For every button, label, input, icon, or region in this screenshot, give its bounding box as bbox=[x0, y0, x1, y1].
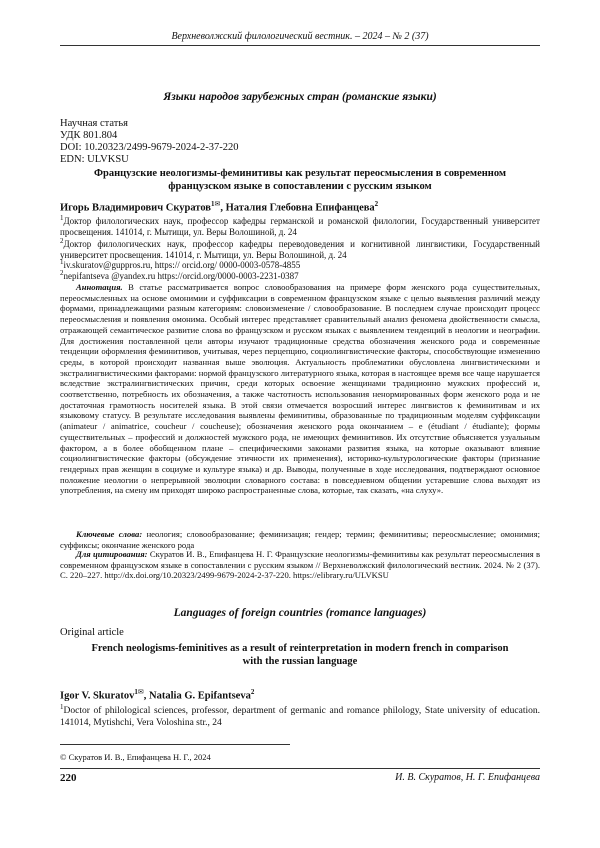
author-sup: 1✉ bbox=[210, 200, 221, 208]
footer-divider bbox=[60, 768, 540, 769]
author-sup: 2 bbox=[374, 200, 379, 208]
envelope-icon: ✉ bbox=[214, 200, 221, 208]
citation-text: Скуратов И. В., Епифанцева Н. Г. Французские неологизмы-феминитивы как результат переосмысления в современном французском языке в сопоставлении с русским языком // Верхневолжский филологический вестник. 2024. № 2 (37). С. 220–227. http://dx.doi.org/10.20323/2499-9679-2024-2-37-220. https://elibrary.ru/ULVKSU bbox=[60, 549, 541, 581]
email-1[interactable]: $^1$iv.skuratov@guppros.ru, https:// orcid.org/ 0000-0003-0578-4855 bbox=[60, 258, 301, 270]
section-title-en: Languages of foreign countries (romance languages) bbox=[173, 607, 427, 619]
article-title-ru bbox=[80, 168, 520, 193]
keywords-ru bbox=[60, 529, 540, 550]
article-type-en: Original article bbox=[60, 627, 124, 638]
article-title-ru-line2: французском языке в сопоставлении с русским языком bbox=[168, 180, 432, 192]
affiliation-1-en: $^1$Doctor of philological sciences, professor, department of germanic and romance philology, State university of education. 141014, Mytishchi, Vera Voloshina str., 24 bbox=[60, 703, 540, 728]
article-title-en-line2: with the russian language bbox=[242, 655, 358, 667]
article-title-en-line1: French neologisms-feminitives as a result of reinterpretation in modern french in comparison bbox=[91, 643, 509, 654]
affiliation-1-ru: $^1$Доктор филологических наук, профессор кафедры германской и романской филологии, Государственный университет просвещения. 141014, г. Мытищи, ул. Веры Волошиной, д. 24 bbox=[60, 214, 540, 237]
author-name: Igor V. Skuratov bbox=[60, 690, 135, 702]
author-name: Игорь Владимирович Скуратов bbox=[60, 202, 211, 214]
article-type-ru: Научная статья bbox=[60, 118, 128, 129]
authors-en: Igor V. Skuratov$^{1✉}$, Natalia G. Epifantseva$^2$ bbox=[60, 688, 255, 702]
edn: EDN: ULVKSU bbox=[60, 154, 129, 165]
abstract-ru bbox=[60, 282, 540, 496]
affiliation-2-ru: $^2$Доктор филологических наук, профессор кафедры переводоведения и когнитивной лингвистики, Государственный университет просвещения. 141014, г. Мытищи, ул. Веры Волошиной, д. 24 bbox=[60, 237, 540, 260]
copyright: © Скуратов И. В., Епифанцева Н. Г., 2024 bbox=[60, 752, 211, 762]
keywords-text: неология; словообразование; феминизация; гендер; термин; феминитивы; переосмысление; омонимия; суффиксы; окончание женского рода bbox=[60, 529, 540, 550]
udc: УДК 801.804 bbox=[60, 130, 118, 141]
section-title-ru: Языки народов зарубежных стран (романские языки) bbox=[163, 91, 437, 103]
authors-ru: Игорь Владимирович Скуратов$^{1✉}$, Наталия Глебовна Епифанцева$^2$ bbox=[60, 200, 379, 214]
citation-label: Для цитирования: bbox=[76, 549, 148, 559]
doi: DOI: 10.20323/2499-9679-2024-2-37-220 bbox=[60, 142, 239, 153]
citation-ru bbox=[60, 549, 540, 581]
running-head: И. В. Скуратов, Н. Г. Епифанцева bbox=[395, 772, 540, 783]
author-sup: 1✉ bbox=[134, 688, 144, 696]
keywords-label: Ключевые слова: bbox=[76, 529, 143, 539]
journal-header: Верхневолжский филологический вестник. – 2024 – № 2 (37) bbox=[171, 31, 429, 42]
email-2[interactable]: $^2$nepifantseva @yandex.ru https://orcid.org/0000-0003-2231-0387 bbox=[60, 269, 299, 281]
envelope-icon: ✉ bbox=[137, 688, 144, 696]
author-sup: 2 bbox=[250, 688, 255, 696]
article-title-en bbox=[80, 643, 520, 668]
page-number: 220 bbox=[60, 772, 77, 784]
article-title-ru-line1: Французские неологизмы-феминитивы как результат переосмысления в современном bbox=[93, 168, 507, 179]
author-name: Natalia G. Epifantseva bbox=[149, 690, 251, 702]
footnote-divider bbox=[60, 744, 290, 745]
author-name: Наталия Глебовна Епифанцева bbox=[225, 202, 375, 214]
abstract-label: Аннотация. bbox=[76, 282, 123, 292]
header-divider bbox=[60, 45, 540, 46]
abstract-text: В статье рассматривается вопрос словообразования на примере форм женского рода существительных, переосмысленных на основе омонимии и суффиксации в современном французском языке с целью выявления различий между формами, принадлежащими разным категориям: словоизменение / словообразование. В последнем случае происходит процесс переосмысления и появления омонима. Особый интерес представляет сравнительный анализ феномена двойственности смысла, отражающей семантическое развитие слова во французском и русском языках с выявлением тенденций в неологии и неографии. Для достижения поставленной цели авторы изучают традиционные средства обозначения женского рода и современные тенденции оформления феминитивов, учитывая, через перцепцию, социолингвистические факторы, способствующие изменению среды, в которой происходит названная выше эволюция. Актуальность проблематики обусловлена лингвистическими и экстралингвистическими факторами: нормой французского литературного языка, которая в настоящее время все чаще нарушается вследствие экстралингвистических причин, среди которых освоение женщинами традиционно мужских профессий и, соответственно, потребность их обозначения, а также частотность использования ненормированных форм женского рода и не достаточная грамотность носителей языка. В этой связи отмечается возросший интерес лингвистов к феминитивам и их языковому статусу. В результате исследования выявлены феминитивы, образованные по традиционным моделям суффиксации (animateur / animatrice, coucheur / coucheuse); обозначения женского рода окончанием – e (étudiant / étudiante); формы существительных – профессий и должностей мужского рода, не имеющих феминитивов. Их отсутствие объясняется узуальным фактором, а в более обобщенном плане – специфическими законами развития языка, на которые оказывают влияние социолингвистические факторы (обсуждение этичности их применения), историко-культурологические факторы (признание гендерных прав женщин в социуме и культуре языка) и др. Выводы, полученные в ходе исследования, подтверждают основное положение неологии о непрерывной эволюции словарного состава: в повседневном общении устаревшие слова выходят из употребления, на смену им приходят широко распространенные слова, которые, так сказать, «на слуху». bbox=[60, 282, 540, 496]
